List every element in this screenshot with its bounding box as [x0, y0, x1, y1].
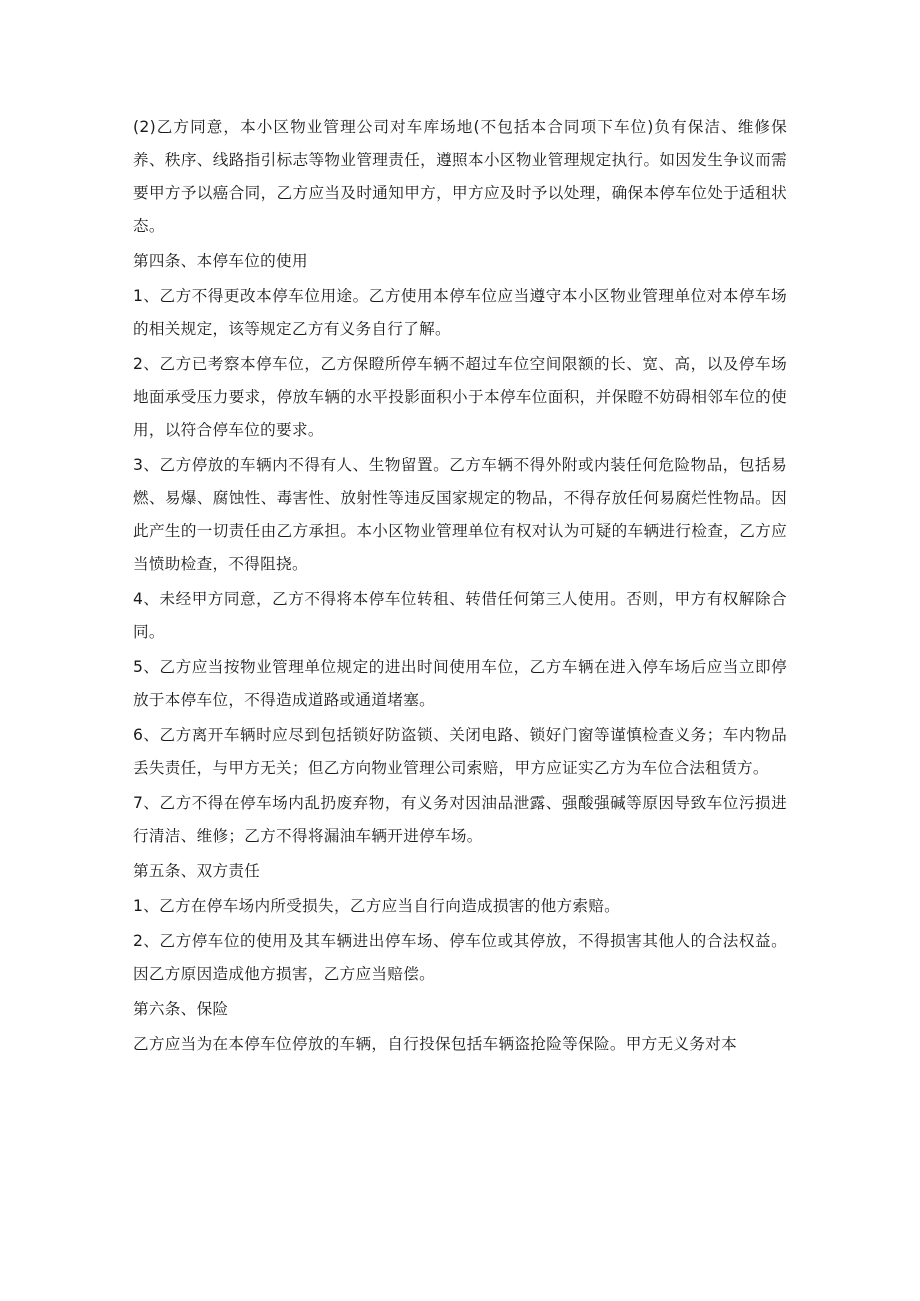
article-heading: 第五条、双方责任: [133, 862, 261, 880]
clause-paragraph: 6、乙方离开车辆时应尽到包括锁好防盗锁、关闭电路、锁好门窗等谨慎检查义务；车内物品丢失责任，与甲方无关；但乙方向物业管理公司索赔，甲方应证实乙方为车位合法租赁方。: [133, 726, 787, 777]
article-heading: 第四条、本停车位的使用: [133, 252, 308, 270]
clause-paragraph: 2、乙方已考察本停车位，乙方保瞪所停车辆不超过车位空间限额的长、宽、高，以及停车场地面承受压力要求，停放车辆的水平投影面积小于本停车位面积，并保瞪不妨碍相邻车位的使用，以符合停车位的要求。: [133, 355, 787, 439]
clause-paragraph: 4、未经甲方同意，乙方不得将本停车位转租、转借任何第三人使用。否则，甲方有权解除合同。: [133, 590, 787, 641]
document-body: [133, 111, 787, 1063]
clause-paragraph: 1、乙方在停车场内所受损失，乙方应当自行向造成损害的他方索赔。: [133, 897, 621, 915]
clause-paragraph: 1、乙方不得更改本停车位用途。乙方使用本停车位应当遵守本小区物业管理单位对本停车场的相关规定，该等规定乙方有义务自行了解。: [133, 287, 787, 338]
clause-paragraph: 7、乙方不得在停车场内乱扔废弃物，有义务对因油品泄露、强酸强碱等原因导致车位污损进行清洁、维修；乙方不得将漏油车辆开进停车场。: [133, 794, 787, 845]
clause-paragraph: 3、乙方停放的车辆内不得有人、生物留置。乙方车辆不得外附或内装任何危险物品，包括易燃、易爆、腐蚀性、毒害性、放射性等违反国家规定的物品，不得存放任何易腐烂性物品。因此产生的一切责任由乙方承担。本小区物业管理单位有权对认为可疑的车辆进行检查，乙方应当愤助检查，不得阻挠。: [133, 456, 787, 573]
clause-paragraph: 乙方应当为在本停车位停放的车辆，自行投保包括车辆盗抢险等保险。甲方无义务对本: [133, 1035, 737, 1053]
article-heading: 第六条、保险: [133, 1000, 229, 1018]
clause-paragraph: 5、乙方应当按物业管理单位规定的进出时间使用车位，乙方车辆在进入停车场后应当立即停放于本停车位，不得造成道路或通道堵塞。: [133, 658, 787, 709]
clause-paragraph: (2)乙方同意，本小区物业管理公司对车库场地(不包括本合同项下车位)负有保洁、维修保养、秩序、线路指引标志等物业管理责任，遵照本小区物业管理规定执行。如因发生争议而需要甲方予以癌合同，乙方应当及时通知甲方，甲方应及时予以处理，确保本停车位处于适租状态。: [133, 118, 787, 235]
clause-paragraph: 2、乙方停车位的使用及其车辆进出停车场、停车位或其停放，不得损害其他人的合法权益。因乙方原因造成他方损害，乙方应当赔偿。: [133, 932, 787, 983]
